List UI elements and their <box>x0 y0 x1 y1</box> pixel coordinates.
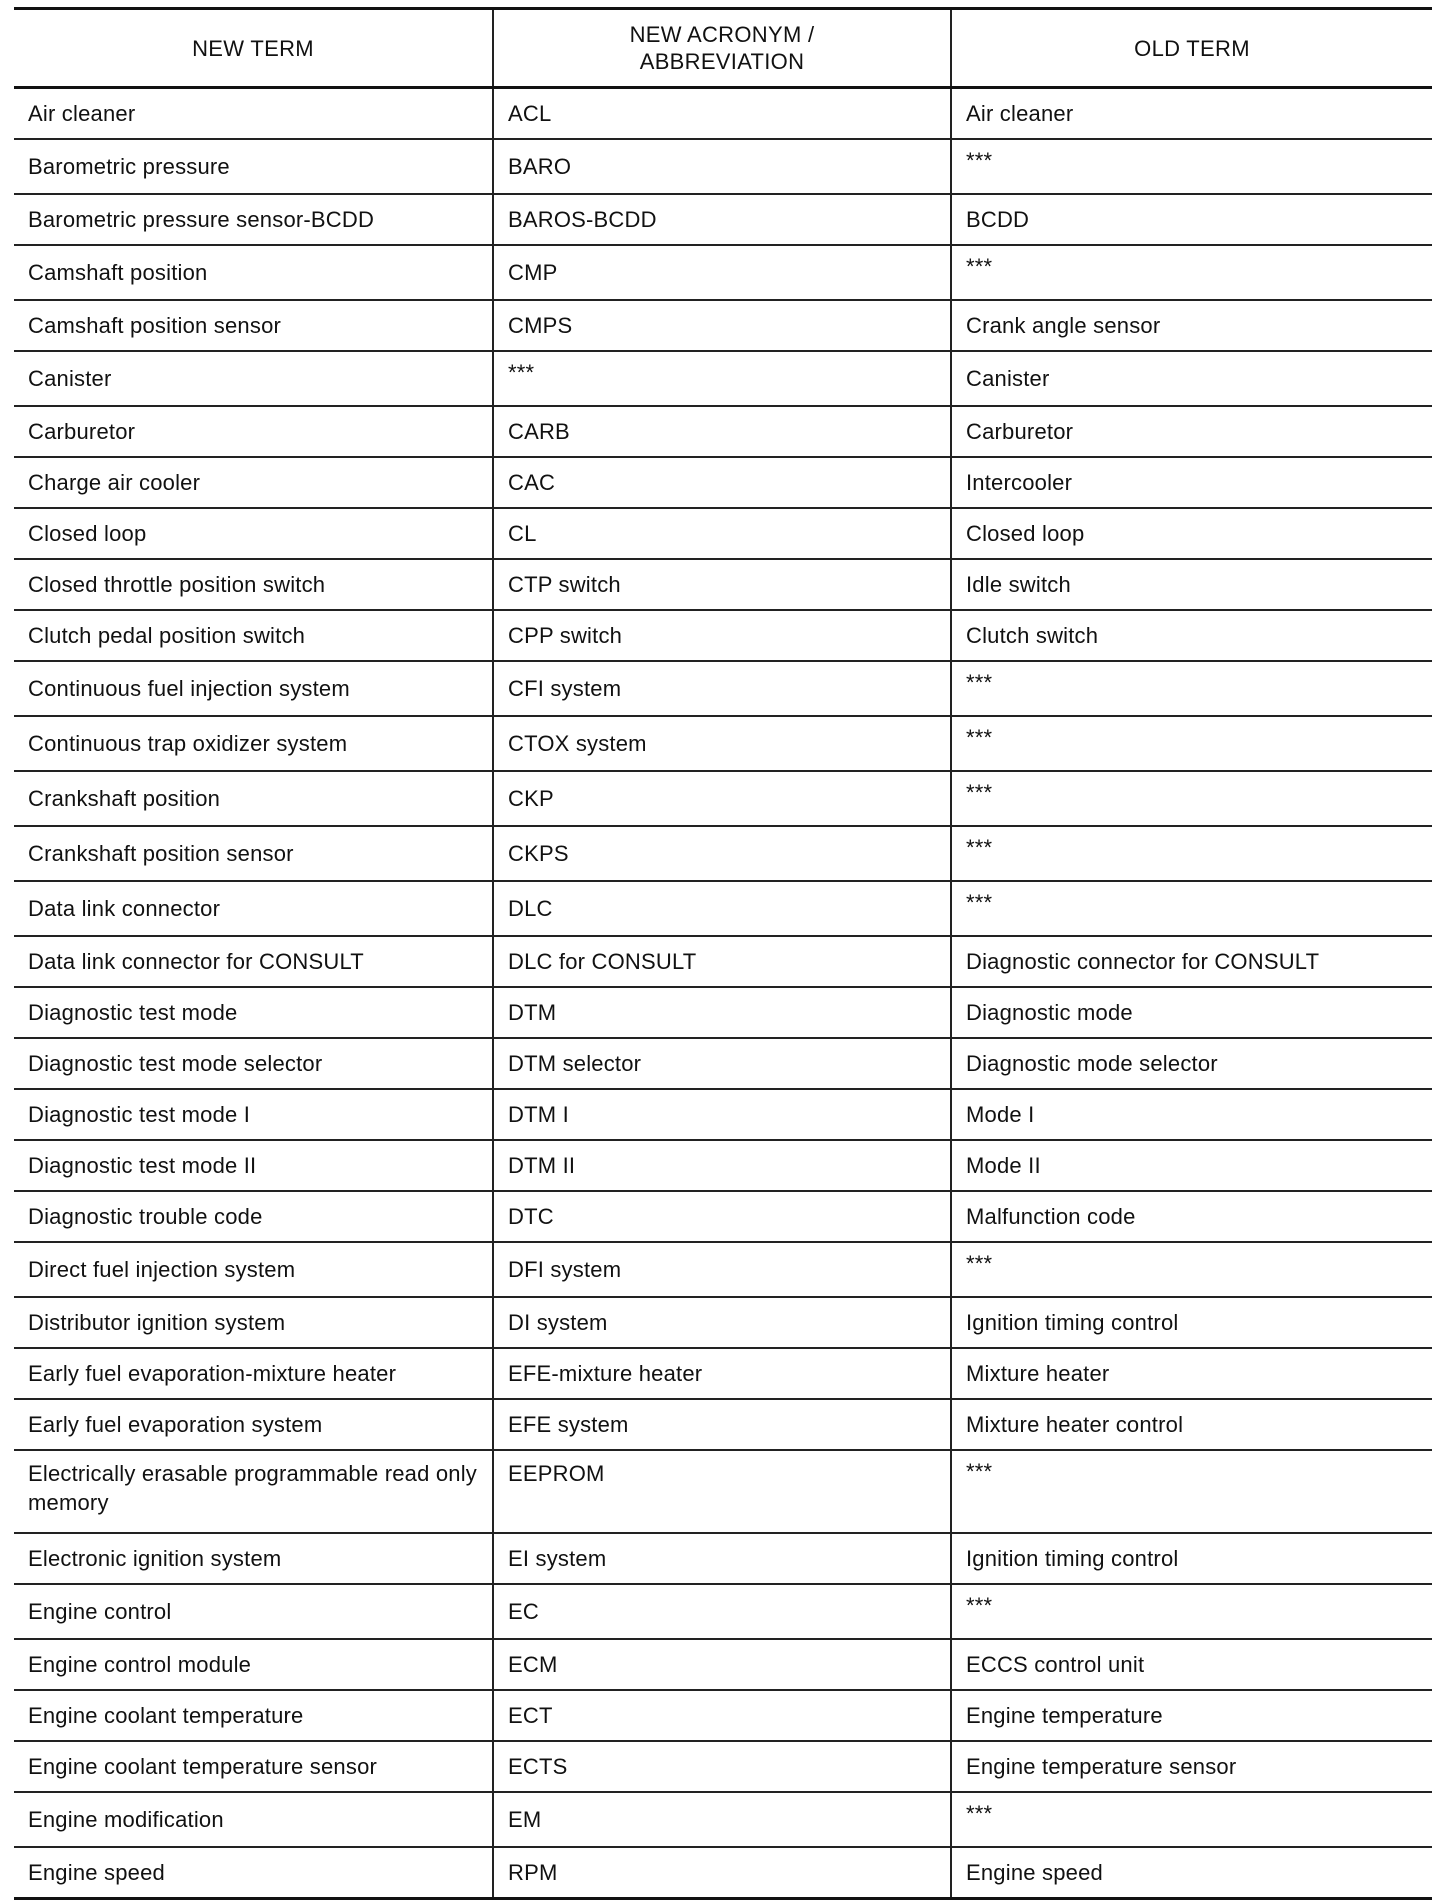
cell-acronym: DLC for CONSULT <box>493 936 951 987</box>
table-row <box>14 351 1432 406</box>
cell-new-term: Engine control <box>14 1584 493 1639</box>
header-new-acronym-line2: ABBREVIATION <box>639 49 805 74</box>
cell-acronym: EI system <box>493 1533 951 1584</box>
table-row <box>14 300 1432 351</box>
cell-acronym: BAROS-BCDD <box>493 194 951 245</box>
cell-old-term: Canister <box>951 351 1432 406</box>
table-row <box>14 1584 1432 1639</box>
cell-old-term: BCDD <box>951 194 1432 245</box>
table-row <box>14 826 1432 881</box>
cell-acronym: CKP <box>493 771 951 826</box>
table-row <box>14 661 1432 716</box>
table-row <box>14 881 1432 936</box>
cell-acronym: ECT <box>493 1690 951 1741</box>
cell-old-term: Engine temperature sensor <box>951 1741 1432 1792</box>
cell-old-term: ECCS control unit <box>951 1639 1432 1690</box>
cell-acronym: BARO <box>493 139 951 194</box>
cell-acronym: ECTS <box>493 1741 951 1792</box>
cell-old-term: *** <box>951 826 1432 881</box>
cell-new-term: Camshaft position sensor <box>14 300 493 351</box>
cell-new-term: Barometric pressure <box>14 139 493 194</box>
cell-acronym: ECM <box>493 1639 951 1690</box>
cell-acronym: CARB <box>493 406 951 457</box>
cell-new-term: Diagnostic test mode I <box>14 1089 493 1140</box>
table-header-row <box>14 9 1432 88</box>
table-row <box>14 1533 1432 1584</box>
cell-new-term: Camshaft position <box>14 245 493 300</box>
cell-old-term: Ignition timing control <box>951 1533 1432 1584</box>
cell-new-term: Engine modification <box>14 1792 493 1847</box>
cell-old-term: Ignition timing control <box>951 1297 1432 1348</box>
table-row <box>14 1348 1432 1399</box>
cell-new-term: Crankshaft position <box>14 771 493 826</box>
table-row <box>14 1191 1432 1242</box>
cell-old-term: *** <box>951 771 1432 826</box>
cell-acronym: DTM I <box>493 1089 951 1140</box>
table-row <box>14 1242 1432 1297</box>
table-row <box>14 716 1432 771</box>
cell-old-term: Mixture heater <box>951 1348 1432 1399</box>
cell-new-term: Diagnostic test mode selector <box>14 1038 493 1089</box>
cell-new-term: Data link connector <box>14 881 493 936</box>
table-row <box>14 194 1432 245</box>
cell-acronym: DTM II <box>493 1140 951 1191</box>
cell-old-term: *** <box>951 1450 1432 1533</box>
table-row <box>14 1741 1432 1792</box>
cell-acronym: DLC <box>493 881 951 936</box>
cell-new-term: Continuous trap oxidizer system <box>14 716 493 771</box>
cell-new-term: Closed loop <box>14 508 493 559</box>
cell-new-term: Early fuel evaporation-mixture heater <box>14 1348 493 1399</box>
cell-new-term: Air cleaner <box>28 101 136 126</box>
table-row <box>14 1792 1432 1847</box>
cell-old-term: *** <box>951 716 1432 771</box>
cell-old-term: Engine speed <box>951 1847 1432 1899</box>
table-row <box>14 1089 1432 1140</box>
cell-new-term: Carburetor <box>14 406 493 457</box>
cell-new-term: Crankshaft position sensor <box>14 826 493 881</box>
cell-old-term: Mode I <box>951 1089 1432 1140</box>
terminology-table <box>14 7 1432 1900</box>
cell-new-term: Engine coolant temperature sensor <box>14 1741 493 1792</box>
table-row <box>14 1140 1432 1191</box>
table-row <box>14 245 1432 300</box>
header-old-term: OLD TERM <box>951 9 1432 88</box>
cell-new-term: Diagnostic test mode <box>14 987 493 1038</box>
header-new-acronym-line1: NEW ACRONYM / <box>629 22 815 47</box>
cell-new-term: Distributor ignition system <box>14 1297 493 1348</box>
cell-acronym: CPP switch <box>493 610 951 661</box>
cell-acronym: DFI system <box>493 1242 951 1297</box>
table-row <box>14 1297 1432 1348</box>
cell-new-term: Continuous fuel injection system <box>14 661 493 716</box>
cell-new-term: Closed throttle position switch <box>14 559 493 610</box>
cell-acronym: EC <box>493 1584 951 1639</box>
table-row <box>14 406 1432 457</box>
cell-new-term: Charge air cooler <box>14 457 493 508</box>
cell-old-term: Idle switch <box>951 559 1432 610</box>
cell-acronym: *** <box>493 351 951 406</box>
cell-old-term: Crank angle sensor <box>951 300 1432 351</box>
cell-acronym: CFI system <box>493 661 951 716</box>
table-row <box>14 88 1432 140</box>
cell-old-term: Carburetor <box>951 406 1432 457</box>
cell-new-term: Direct fuel injection system <box>14 1242 493 1297</box>
cell-new-term: Diagnostic trouble code <box>14 1191 493 1242</box>
header-new-term: NEW TERM <box>14 9 493 88</box>
table-row <box>14 559 1432 610</box>
header-new-acronym <box>493 9 951 88</box>
cell-acronym: EM <box>493 1792 951 1847</box>
cell-new-term: Engine coolant temperature <box>14 1690 493 1741</box>
table-row <box>14 936 1432 987</box>
cell-old-term: Diagnostic mode <box>951 987 1432 1038</box>
table-row <box>14 771 1432 826</box>
cell-new-term: Diagnostic test mode II <box>14 1140 493 1191</box>
cell-acronym: DTM selector <box>493 1038 951 1089</box>
table-row <box>14 987 1432 1038</box>
cell-acronym: CTOX system <box>493 716 951 771</box>
cell-acronym: EFE-mixture heater <box>493 1348 951 1399</box>
table-row <box>14 1399 1432 1450</box>
cell-old-term: Clutch switch <box>951 610 1432 661</box>
cell-old-term: *** <box>951 245 1432 300</box>
cell-old-term: Malfunction code <box>951 1191 1432 1242</box>
cell-old-term: Mixture heater control <box>951 1399 1432 1450</box>
cell-old-term: Mode II <box>951 1140 1432 1191</box>
cell-old-term: *** <box>951 661 1432 716</box>
cell-new-term: Barometric pressure sensor-BCDD <box>14 194 493 245</box>
cell-old-term: Diagnostic connector for CONSULT <box>951 936 1432 987</box>
cell-old-term: *** <box>951 1584 1432 1639</box>
cell-new-term: Engine control module <box>14 1639 493 1690</box>
cell-old-term: *** <box>951 139 1432 194</box>
cell-acronym: CMP <box>493 245 951 300</box>
table-row <box>14 508 1432 559</box>
cell-acronym: DTM <box>493 987 951 1038</box>
cell-new-term: Engine speed <box>14 1847 493 1899</box>
cell-old-term: Air cleaner <box>951 88 1432 140</box>
table-row <box>14 139 1432 194</box>
cell-acronym: DTC <box>493 1191 951 1242</box>
table-row <box>14 457 1432 508</box>
cell-new-term: Electrically erasable programmable read only memory <box>14 1450 493 1533</box>
cell-old-term: Closed loop <box>951 508 1432 559</box>
cell-acronym: ACL <box>493 88 951 140</box>
cell-new-term: Data link connector for CONSULT <box>14 936 493 987</box>
table-row <box>14 1038 1432 1089</box>
cell-new-term: Clutch pedal position switch <box>14 610 493 661</box>
table-body <box>14 88 1432 1899</box>
cell-old-term: Diagnostic mode selector <box>951 1038 1432 1089</box>
cell-old-term: *** <box>951 881 1432 936</box>
cell-acronym: EEPROM <box>493 1450 951 1533</box>
cell-acronym: CKPS <box>493 826 951 881</box>
cell-new-term: Early fuel evaporation system <box>14 1399 493 1450</box>
cell-old-term: *** <box>951 1242 1432 1297</box>
table-row <box>14 1690 1432 1741</box>
table-row <box>14 1847 1432 1899</box>
cell-acronym: CL <box>493 508 951 559</box>
table-row <box>14 1450 1432 1533</box>
cell-new-term: Canister <box>14 351 493 406</box>
terminology-table-container <box>14 7 1432 1900</box>
cell-acronym: CMPS <box>493 300 951 351</box>
cell-new-term: Electronic ignition system <box>14 1533 493 1584</box>
cell-old-term: Intercooler <box>951 457 1432 508</box>
cell-acronym: DI system <box>493 1297 951 1348</box>
cell-acronym: RPM <box>493 1847 951 1899</box>
cell-acronym: CTP switch <box>493 559 951 610</box>
table-row <box>14 610 1432 661</box>
table-row <box>14 1639 1432 1690</box>
cell-acronym: CAC <box>493 457 951 508</box>
cell-acronym: EFE system <box>493 1399 951 1450</box>
cell-old-term: *** <box>951 1792 1432 1847</box>
cell-old-term: Engine temperature <box>951 1690 1432 1741</box>
